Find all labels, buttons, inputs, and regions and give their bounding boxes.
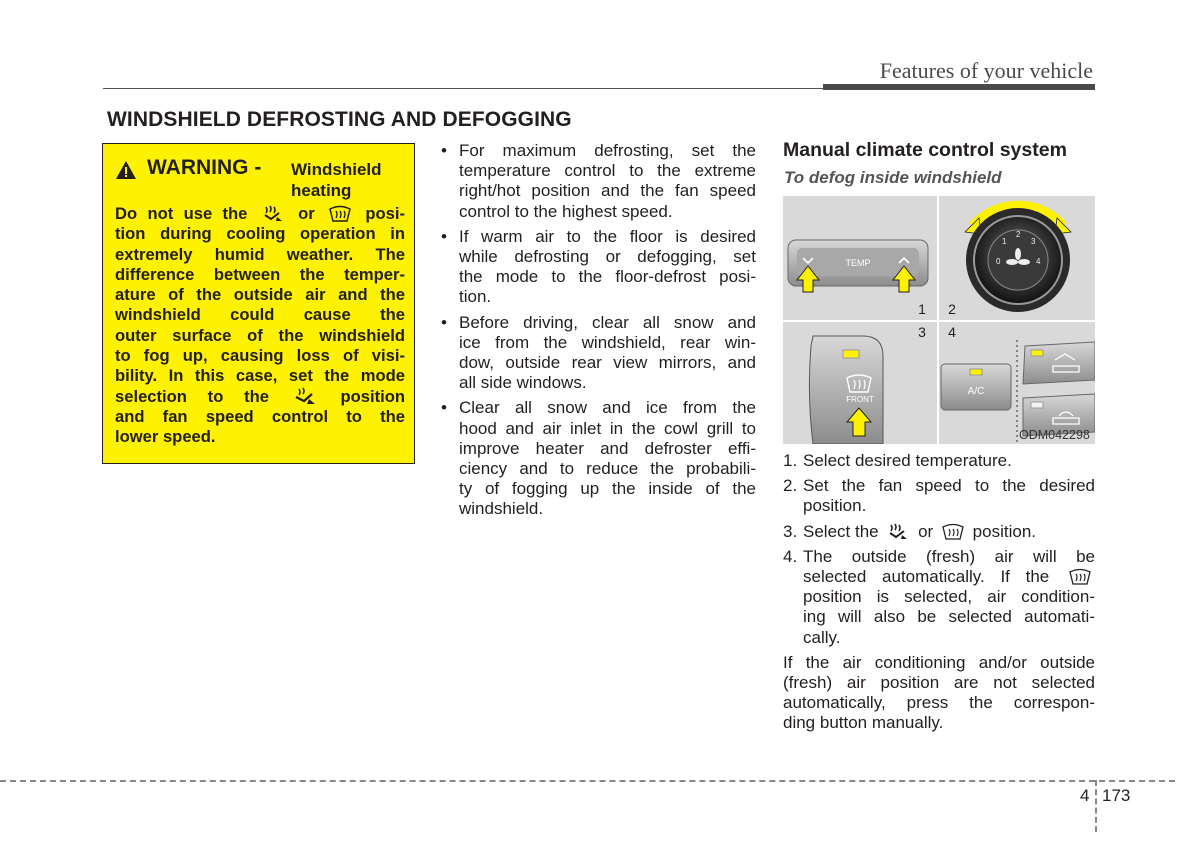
bullet-line: dow, outside rear view mirrors, and xyxy=(459,353,756,373)
temp-label: TEMP xyxy=(845,258,871,268)
bullet-line: right/hot position and the fan speed xyxy=(459,181,756,201)
bullet-line: tion. xyxy=(459,287,492,307)
temp-control xyxy=(788,240,928,292)
step-line: The outside (fresh) air will be xyxy=(803,546,1095,566)
bullet-line: ty of fogging up the inside of the xyxy=(459,479,756,499)
subsection-subheading: To defog inside windshield xyxy=(784,168,1002,187)
warning-box xyxy=(102,143,415,464)
bullet-line: all side windows. xyxy=(459,373,587,393)
step-item xyxy=(783,451,1095,471)
bullet-line: the mode to the floor-defrost posi- xyxy=(459,267,756,287)
fan-speed-dial xyxy=(965,206,1071,312)
page-number: 173 xyxy=(1102,786,1131,805)
ac-button xyxy=(941,364,1011,410)
indicator-light xyxy=(1031,350,1043,356)
bullet-item xyxy=(441,141,756,222)
footer-rule xyxy=(0,780,1175,782)
step-number: 4. xyxy=(783,546,798,566)
bullet-line: improve heater and defroster effi- xyxy=(459,438,756,458)
step-line: position. xyxy=(803,496,867,516)
warning-label: WARNING - xyxy=(147,156,262,179)
fresh-air-button xyxy=(1023,342,1095,384)
dial-number: 4 xyxy=(1036,257,1041,266)
dial-number: 3 xyxy=(1031,237,1036,246)
step-line xyxy=(803,567,1095,587)
step-text: Select the xyxy=(803,521,879,541)
bullet-line: ice from the windshield, rear win- xyxy=(459,332,756,352)
warning-text: Do not use the xyxy=(115,204,248,223)
warning-text: or xyxy=(298,204,315,223)
step-line: cally. xyxy=(803,627,841,647)
note-paragraph xyxy=(783,653,1095,734)
running-head: Features of your vehicle xyxy=(879,58,1093,83)
step-number: 3. xyxy=(783,521,798,541)
step-number: 1. xyxy=(783,451,798,470)
warning-body xyxy=(115,204,405,448)
warning-line: to fog up, causing loss of visi- xyxy=(115,346,405,366)
note-line: automatically, press the correspon- xyxy=(783,693,1095,713)
bullet-line: control to the highest speed. xyxy=(459,201,673,221)
panel-number-4: 4 xyxy=(948,324,956,340)
bullet-line: ciency and to reduce the probabili- xyxy=(459,459,756,479)
indicator-light xyxy=(1031,402,1043,408)
chapter-number: 4 xyxy=(1080,786,1090,805)
ac-label: A/C xyxy=(967,386,985,397)
step-number: 2. xyxy=(783,476,798,496)
indicator-light xyxy=(970,369,982,375)
panel-number-3: 3 xyxy=(918,324,926,340)
warning-subtitle-1: Windshield xyxy=(291,160,382,179)
warning-text: position xyxy=(340,386,405,406)
subsection-heading: Manual climate control system xyxy=(783,139,1067,161)
step-text: selected automatically. If the xyxy=(803,567,1050,587)
bullet-item xyxy=(441,313,756,394)
bullet-dot: • xyxy=(441,141,447,160)
warning-line: outer surface of the windshield xyxy=(115,325,405,345)
bullet-line: For maximum defrosting, set the xyxy=(459,141,756,160)
warning-line: and fan speed control to the xyxy=(115,406,405,426)
step-line: Set the fan speed to the desired xyxy=(803,476,1095,496)
climate-control-illustration xyxy=(783,196,1095,444)
note-line: ding button manually. xyxy=(783,713,944,733)
step-line: position is selected, air condition- xyxy=(803,587,1095,607)
bullet-dot: • xyxy=(441,312,447,332)
section-title: WINDSHIELD DEFROSTING AND DEFOGGING xyxy=(107,108,572,131)
front-defrost-button xyxy=(809,336,883,444)
warning-text: selection to the xyxy=(115,386,269,406)
bullet-list xyxy=(441,141,756,525)
step-text: or xyxy=(918,521,934,541)
warning-line: lower speed. xyxy=(115,427,216,447)
bullet-line: If warm air to the floor is desired xyxy=(459,226,756,246)
floor-defrost-icon xyxy=(887,522,909,540)
front-label: FRONT xyxy=(846,395,874,404)
bullet-line: windshield. xyxy=(459,499,544,519)
warning-line xyxy=(115,204,405,224)
warning-line: difference between the temper- xyxy=(115,264,405,284)
step-item xyxy=(783,522,1095,542)
floor-defrost-icon xyxy=(262,204,284,222)
warning-line xyxy=(115,387,405,407)
bullet-dot: • xyxy=(441,398,447,418)
panel-number-2: 2 xyxy=(948,301,956,317)
dial-number: 1 xyxy=(1002,237,1007,246)
floor-defrost-mode-icon xyxy=(294,387,316,405)
bullet-line: temperature control to the extreme xyxy=(459,161,756,181)
defrost-icon xyxy=(1069,567,1091,585)
bullet-dot: • xyxy=(441,226,447,246)
step-line: ing will also be selected automati- xyxy=(803,607,1095,627)
warning-line: bility. In this case, set the mode xyxy=(115,366,405,386)
bullet-line: Before driving, clear all snow and xyxy=(459,312,756,332)
bullet-item xyxy=(441,398,756,519)
bullet-item xyxy=(441,227,756,308)
bullet-line: while defrosting or defogging, set xyxy=(459,247,756,267)
defrost-icon xyxy=(329,204,351,222)
panel-number-1: 1 xyxy=(918,301,926,317)
warning-line: ature of the outside air and the xyxy=(115,285,405,305)
defrost-icon xyxy=(942,522,964,540)
warning-text: posi- xyxy=(365,204,405,223)
step-line xyxy=(803,522,1095,542)
dial-number: 0 xyxy=(996,257,1001,266)
illustration-code: ODM042298 xyxy=(1019,428,1090,442)
step-line: Select desired temperature. xyxy=(803,451,1012,470)
warning-subtitle-2: heating xyxy=(291,181,352,200)
warning-line: tion during cooling operation in xyxy=(115,224,405,244)
bullet-line: Clear all snow and ice from the xyxy=(459,398,756,418)
warning-triangle-icon xyxy=(115,160,137,180)
step-list xyxy=(783,451,1095,734)
dial-number: 2 xyxy=(1016,230,1021,239)
footer-divider xyxy=(1095,780,1097,832)
indicator-light xyxy=(843,350,859,358)
warning-line: windshield could cause the xyxy=(115,305,405,325)
step-item xyxy=(783,476,1095,516)
warning-line: extremely humid weather. The xyxy=(115,244,405,264)
bullet-line: hood and air inlet in the cowl grill to xyxy=(459,418,756,438)
step-item xyxy=(783,547,1095,648)
step-text: position. xyxy=(972,521,1036,541)
note-line: (fresh) air position are not selected xyxy=(783,673,1095,693)
header-rule-accent xyxy=(823,84,1095,90)
note-line: If the air conditioning and/or outside xyxy=(783,652,1095,672)
